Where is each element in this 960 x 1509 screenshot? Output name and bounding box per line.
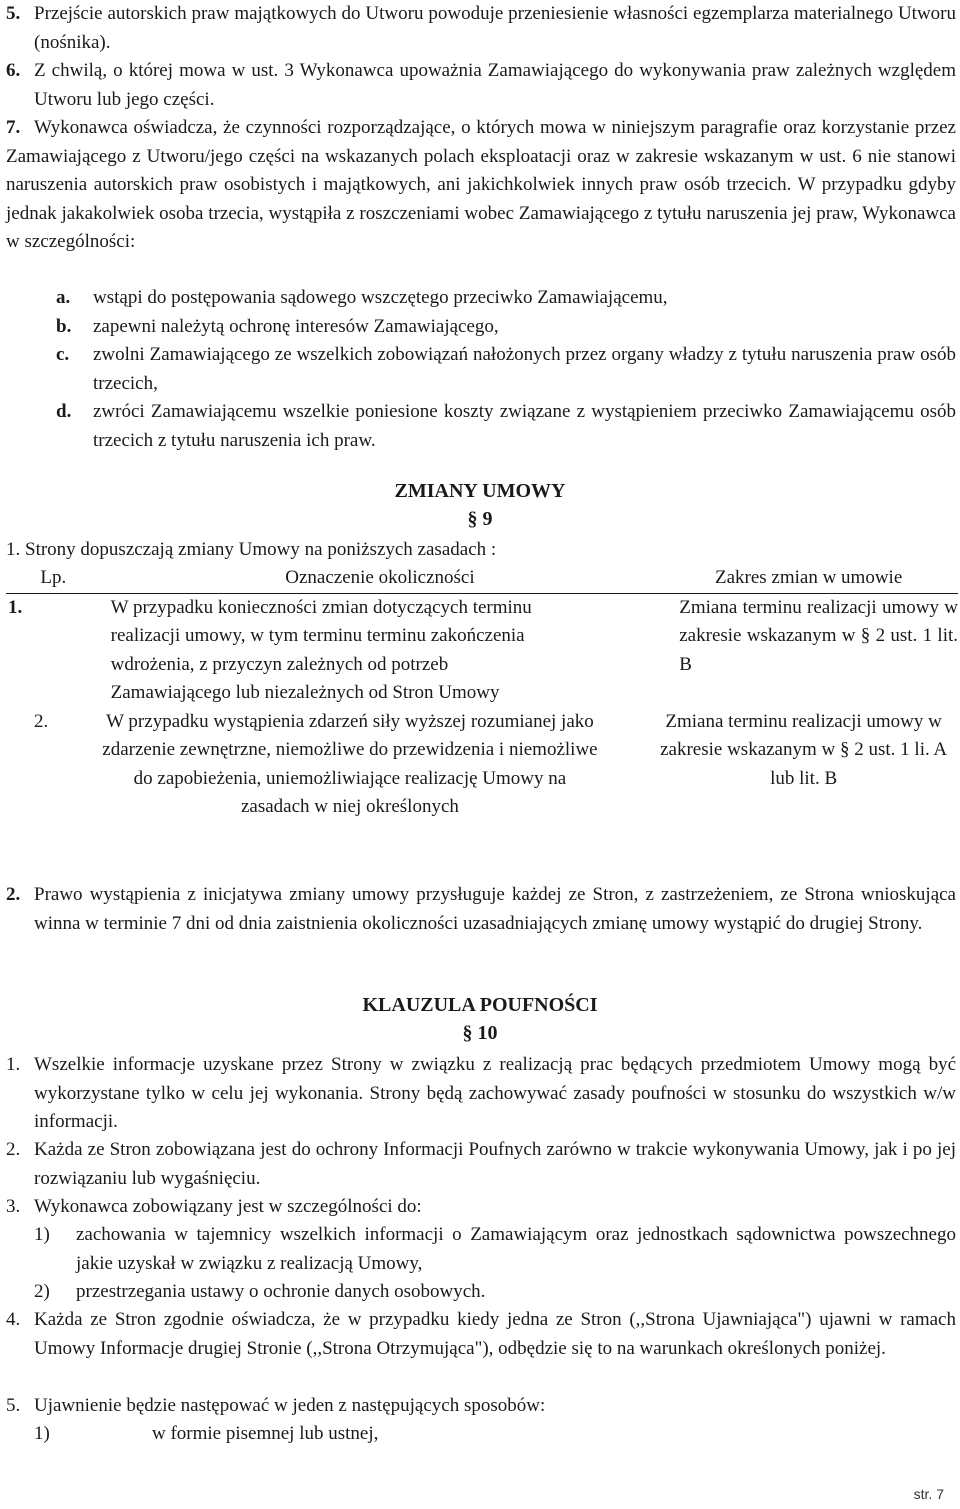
sub-item-text: wstąpi do postępowania sądowego wszczętego przeciwko Zamawiającemu, [93,287,668,308]
page-number: str. 7 [913,1486,944,1502]
confidentiality-sub-3-2 [34,1278,956,1307]
sub-item-label: 1) [34,1224,50,1245]
sub-item-text: zachowania w tajemnicy wszelkich informacji o Zamawiającym oraz jednostkach sądownictwa powszechnego jakie uzyskał w związku z realizacją Umowy, [76,1224,956,1274]
item-number: 2. [6,1139,21,1160]
sub-item-text: w formie pisemnej lub ustnej, [152,1423,379,1444]
sub-item-label: b. [56,316,72,337]
sub-item-text: zwróci Zamawiającemu wszelkie poniesione koszty związane z wystąpieniem przeciwko Zamawiającemu osób trzecich z tytułu naruszenia ich praw. [93,401,956,451]
confidentiality-item-3 [6,1193,956,1222]
confidentiality-sub-3-1 [34,1221,956,1278]
confidentiality-sub-5-1 [34,1420,956,1449]
sub-item-label: c. [56,344,70,365]
confidentiality-item-4 [6,1306,956,1363]
cell-scope: Zmiana terminu realizacji umowy w zakresie wskazanym w § 2 ust. 1 li. A lub lit. B [660,710,948,789]
confidentiality-item-1 [6,1051,956,1137]
item-text: Ujawnienie będzie następować w jeden z następujących sposobów: [34,1395,546,1416]
item-number: 2. [6,884,21,905]
header-lp: Lp. [6,564,101,593]
cell-scope: Zmiana terminu realizacji umowy w zakresie wskazanym w § 2 ust. 1 lit. B [679,596,958,675]
amendments-table [6,564,958,822]
sub-item-text: zapewni należytą ochronę interesów Zamawiającego, [93,316,499,337]
item-number: 4. [6,1309,21,1330]
cell-circumstance: W przypadku wystąpienia zdarzeń siły wyższej rozumianej jako zdarzenie zewnętrzne, niemożliwe do przewidzenia i niemożliwe do zapobieżenia, uniemożliwiające realizację Umowy na zasadach w niej określonych [102,710,598,817]
item-number: 5. [6,3,21,24]
section-9-intro: 1. Strony dopuszczają zmiany Umowy na poniższych zasadach : [6,539,497,560]
item-text: Wszelkie informacje uzyskane przez Strony w związku z realizacją prac będących przedmiotem Umowy mogą być wykorzystane tylko w celu jej wykonania. Strony będą zachowywać zasady poufności w stosunku do wszystkich w/w informacji. [34,1054,956,1132]
sub-item-text: zwolni Zamawiającego ze wszelkich zobowiązań nałożonych przez organy władzy z tytułu naruszenia praw osób trzecich, [93,344,956,394]
item-text: Prawo wystąpienia z inicjatywa zmiany umowy przysługuje każdej ze Stron, z zastrzeżeniem, ze Strona wnioskująca winna w terminie 7 dni od dnia zaistnienia okoliczności uzasadniających zmianę umowy wystąpić do drugiej Strony. [34,884,956,934]
confidentiality-item-2 [6,1136,956,1193]
section-9-point-2 [6,881,956,938]
sub-item-label: 2) [34,1281,50,1302]
header-scope: Zakres zmian w umowie [659,564,958,593]
sub-item-label: d. [56,401,72,422]
paragraph-item-5 [6,0,956,57]
section-10-sign: § 10 [462,1022,498,1044]
cell-lp: 1. [8,596,23,618]
item-text: Każda ze Stron zobowiązana jest do ochrony Informacji Poufnych zarówno w trakcie wykonywania Umowy, jak i po jej rozwiązaniu lub wygaśnięciu. [34,1139,956,1189]
sub-item-text: przestrzegania ustawy o ochronie danych osobowych. [76,1281,486,1302]
confidentiality-item-5 [6,1392,956,1421]
sub-item-label: a. [56,287,71,308]
item-number: 3. [6,1196,21,1217]
item-number: 5. [6,1395,21,1416]
table-row [6,593,958,708]
sub-item-label: 1) [34,1423,50,1444]
item-text: Z chwilą, o której mowa w ust. 3 Wykonawca upoważnia Zamawiającego do wykonywania praw zależnych względem Utworu lub jego części. [34,60,956,110]
sub-item-a [56,284,956,313]
item-text: Każda ze Stron zgodnie oświadcza, że w przypadku kiedy jedna ze Stron (,,Strona Ujawniająca") ujawni w ramach Umowy Informacje drugiej Stronie (,,Strona Otrzymująca"), odbędzie się to na warunkach określonych poniżej. [34,1309,956,1359]
section-9-title: ZMIANY UMOWY [394,480,566,502]
cell-lp: 2. [34,710,49,732]
paragraph-item-6 [6,57,956,114]
item-number: 1. [6,1054,21,1075]
item-number: 7. [6,117,21,138]
item-number: 6. [6,60,21,81]
item-text: Wykonawca oświadcza, że czynności rozporządzające, o których mowa w niniejszym paragrafie oraz korzystanie przez Zamawiającego z Utworu/jego części na wskazanych polach eksploatacji oraz w zakresie wskazanym w ust. 6 nie stanowi naruszenia autorskich praw osobistych i majątkowych, ani jakichkolwiek innych praw osób trzecich. W przypadku gdyby jednak jakakolwiek osoba trzecia, wystąpiła z roszczeniami wobec Zamawiającego z tytułu naruszenia jej praw, Wykonawca w szczególności: [6,117,956,252]
sub-item-d [56,398,956,455]
table-row [6,708,958,822]
cell-circumstance: W przypadku konieczności zmian dotyczących terminu realizacji umowy, w tym terminu terminu zakończenia wdrożenia, z przyczyn zależnych od potrzeb Zamawiającego lub niezależnych od Stron Umowy [110,596,532,703]
header-circumstance: Oznaczenie okoliczności [101,564,660,593]
sub-item-c [56,341,956,398]
table-header-row [6,564,958,593]
paragraph-item-7 [6,114,956,257]
item-text: Wykonawca zobowiązany jest w szczególności do: [34,1196,422,1217]
section-9-sign: § 9 [467,508,493,530]
item-text: Przejście autorskich praw majątkowych do Utworu powoduje przeniesienie własności egzemplarza materialnego Utworu (nośnika). [34,3,956,53]
section-10-title: KLAUZULA POUFNOŚCI [362,994,598,1016]
sub-item-b [56,313,956,342]
